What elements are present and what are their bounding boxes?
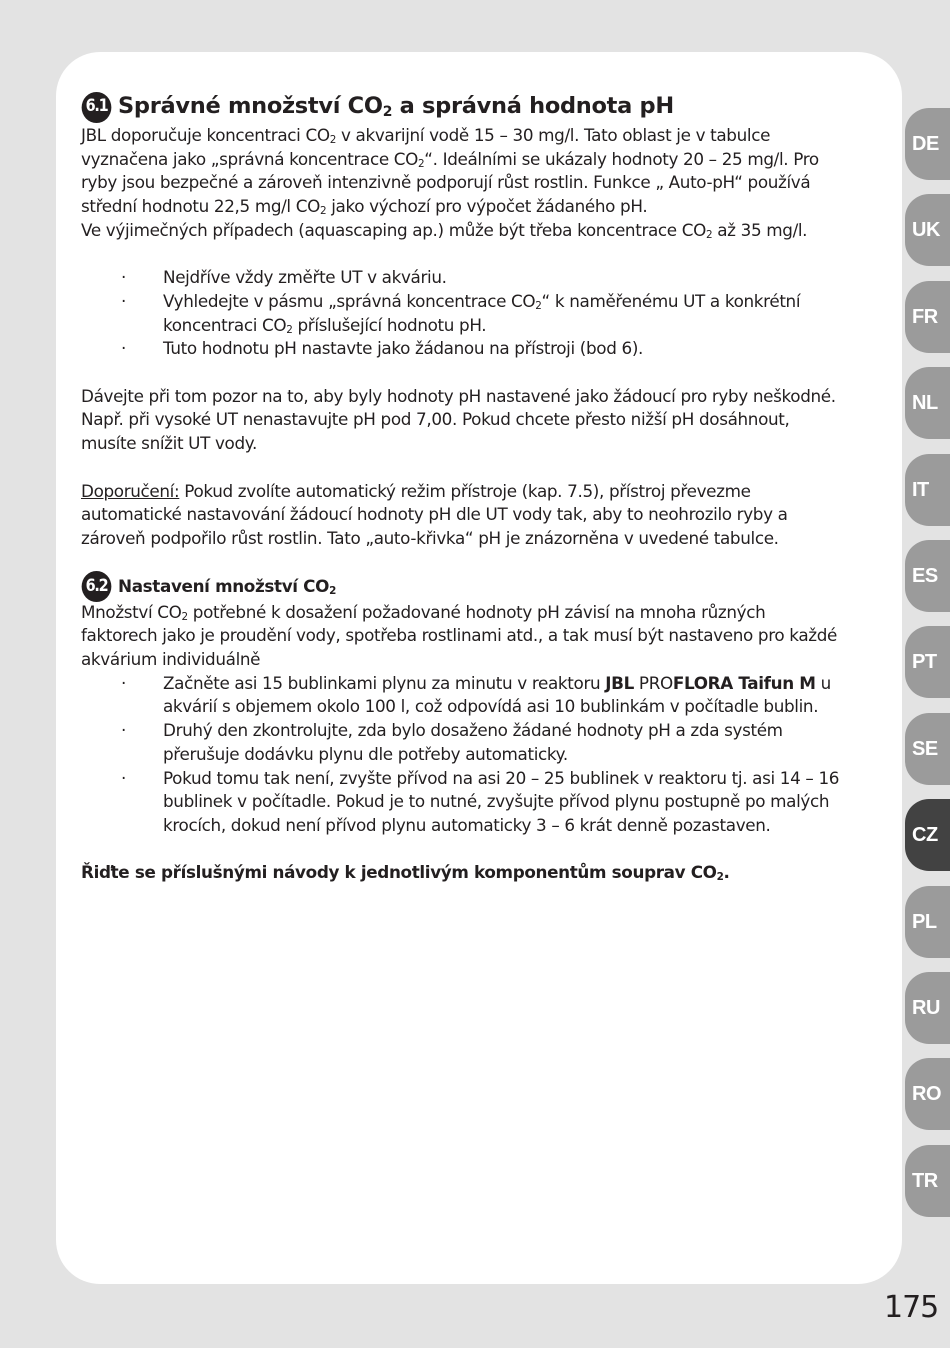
final-note: Řiďte se příslušnými návody k jednotlivým komponentům souprav $CO_2$. [81,862,730,884]
section-number-badge: 6.2 [82,571,112,602]
list-item: · Vyhledejte v pásmu „správná koncentrace $CO_2“$ k naměřenému UT a konkrétní koncentraci $CO_2$ příslušející hodnotu pH. [121,290,801,336]
section-6-1-steps [81,266,876,361]
tab-ru[interactable]: RU [905,972,950,1044]
product-name: FLORA Taifun M [672,672,816,693]
tab-fr[interactable]: FR [905,281,950,353]
recommendation-label: Doporučení: [81,480,180,501]
list-item: · Pokud tomu tak není, zvyšte přívod na asi 20 – 25 bublinek v reaktoru tj. asi 14 – 16 bublinek v počítadle. Pokud je to nutné, zvyšujte přívod plynu postupně po malých krocích, dokud není přívod plynu automaticky 3 – 6 krát denně pozastaven. [121,767,840,835]
tab-nl[interactable]: NL [905,367,950,439]
bullet-icon: · [121,720,126,741]
bullet-icon: · [121,767,126,788]
section-title: Správné množství $CO_2$ a správná hodnota pH [118,93,674,120]
bullet-icon: · [121,338,126,359]
section-6-2-heading [81,573,876,601]
section-number-badge: 6.1 [82,92,112,123]
text-line: JBL doporučuje koncentraci $CO_2$ v akvarijní vodě 15 – 30 mg/l. Tato oblast je v tabulce [81,125,771,147]
list-item: · Nejdříve vždy změřte UT v akváriu. [81,266,876,290]
page-number: 175 [884,1290,939,1325]
warning-paragraph: Dávejte při tom pozor na to, aby byly hodnoty pH nastavené jako žádoucí pro ryby neškodné. Např. při vysoké UT nenastavujte pH pod 7,00. Pokud chcete přesto nižší pH dosáhnout, musíte snížit UT vody. [81,385,836,454]
bullet-icon: · [121,290,126,311]
text-line: střední hodnotu 22,5 mg/l $CO_2$ jako výchozí pro výpočet žádaného pH. [81,196,648,218]
section-6-1-intro [81,124,876,243]
tab-cz[interactable]: CZ [905,799,950,871]
bullet-icon: · [121,672,126,693]
document-content [81,90,876,885]
tab-ro[interactable]: RO [905,1058,950,1130]
brand-jbl: JBL [605,672,634,693]
text-line: Ve výjimečných případech (aquascaping ap.) může být třeba koncentrace $CO_2$ až 35 mg/l. [81,219,808,241]
text-line: Množství $CO_2$ potřebné k dosažení požadované hodnoty pH závisí na mnoha různých [81,601,766,623]
language-tabs [905,0,950,1348]
tab-de[interactable]: DE [905,108,950,180]
section-6-1-heading [81,90,876,124]
section-6-2-intro [81,601,876,672]
list-item: · Začněte asi 15 bublinkami plynu za minutu v reaktoru JBL PROFLORA Taifun M u akvárií s objemem okolo 100 l, což odpovídá asi 10 bublinkám v počítadle bublin. [121,672,831,717]
tab-pt[interactable]: PT [905,626,950,698]
tab-pl[interactable]: PL [905,886,950,958]
text-line: faktorech jako je proudění vody, spotřeba rostlinami atd., a tak musí být nastaveno pro každé [81,625,838,646]
text-line: ryby jsou bezpečné a zároveň intenzivně podporují růst rostlin. Funkce „ Auto-pH“ používá [81,172,811,193]
list-item: · Druhý den zkontrolujte, zda bylo dosaženo žádané hodnoty pH a zda systém přerušuje dodávku plynu dle potřeby automaticky. [121,720,783,764]
text-line: vyznačena jako „správná koncentrace $CO_2“$. Ideálními se ukázaly hodnoty 20 – 25 mg/l. Pro [81,148,819,170]
tab-uk[interactable]: UK [905,194,950,266]
tab-es[interactable]: ES [905,540,950,612]
list-item: · Tuto hodnotu pH nastavte jako žádanou na přístroji (bod 6). [81,337,876,361]
recommendation-paragraph: Doporučení: Pokud zvolíte automatický režim přístroje (kap. 7.5), přístroj převezme automatické nastavování žádoucí hodnoty pH dle UT vody tak, aby to neohrozilo ryby a zároveň podpořilo růst rostlin. Tato „auto-křivka“ pH je znázorněna v uvedené tabulce. [81,480,788,548]
bullet-icon: · [121,267,126,288]
tab-se[interactable]: SE [905,713,950,785]
section-title: Nastavení množství $CO_2$ [118,575,336,597]
tab-it[interactable]: IT [905,454,950,526]
tab-tr[interactable]: TR [905,1145,950,1217]
text-line: akvárium individuálně [81,649,261,670]
section-6-2-steps [81,672,876,838]
